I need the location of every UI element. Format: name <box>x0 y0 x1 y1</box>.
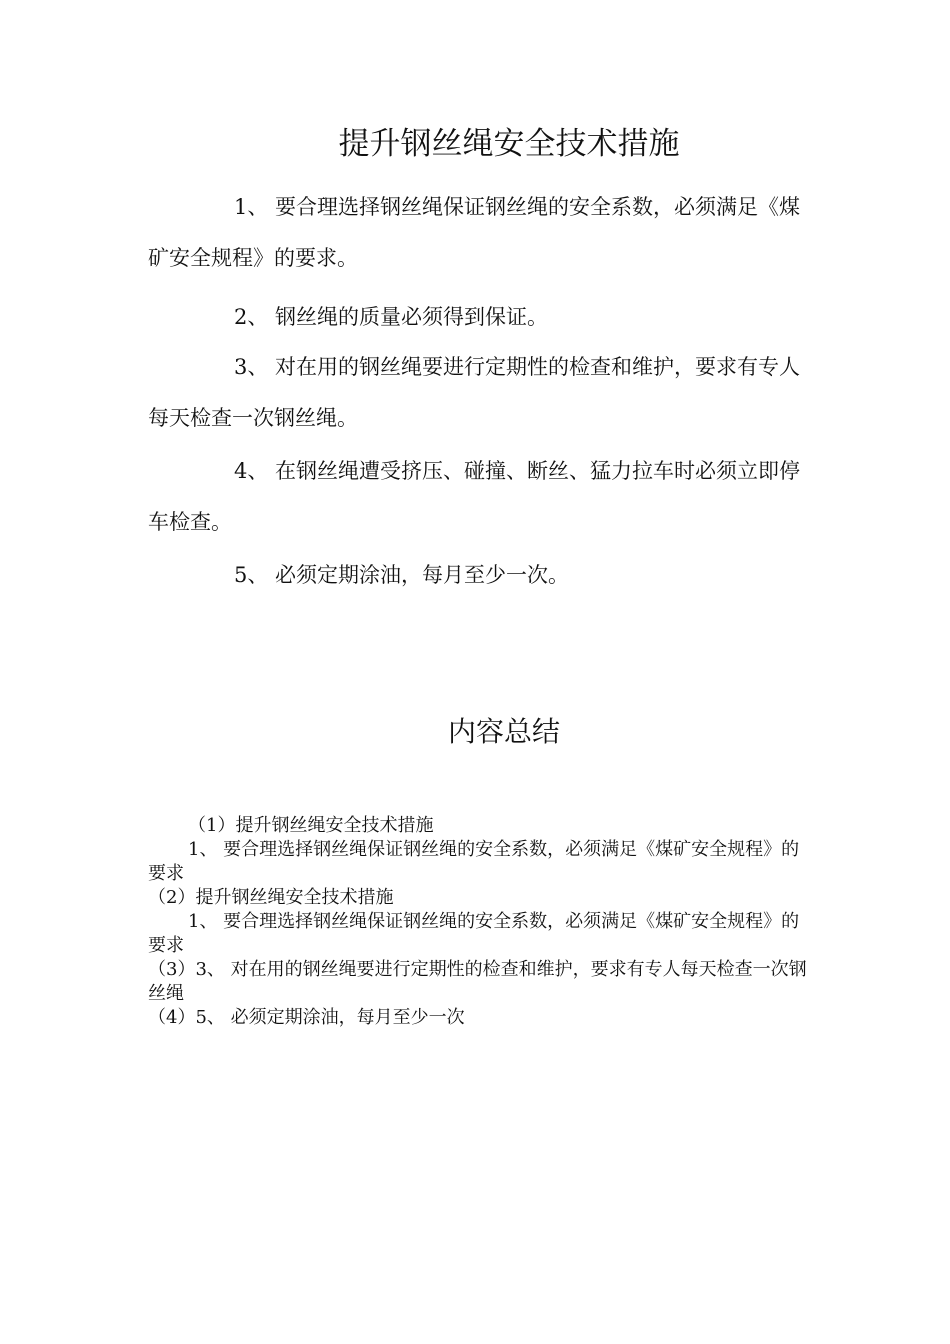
summary-line-4: 1、 要合理选择钢丝绳保证钢丝绳的安全系数，必须满足《煤矿安全规程》的要求 <box>148 911 800 956</box>
summary-line-1: （1）提升钢丝绳安全技术措施 <box>188 815 434 836</box>
measure-item-5: 5、 必须定期涂油，每月至少一次。 <box>234 563 570 587</box>
measures-list-5 <box>148 550 808 601</box>
summary-block <box>148 814 812 1030</box>
document-title: 提升钢丝绳安全技术措施 <box>338 126 680 162</box>
measure-item-3: 3、 对在用的钢丝绳要进行定期性的检查和维护，要求有专人每天检查一次钢丝绳。 <box>148 355 801 430</box>
summary-line-2: 1、 要合理选择钢丝绳保证钢丝绳的安全系数，必须满足《煤矿安全规程》的要求 <box>148 839 800 884</box>
measure-item-4: 4、 在钢丝绳遭受挤压、碰撞、断丝、猛力拉车时必须立即停车检查。 <box>148 459 801 534</box>
measures-list <box>148 182 808 284</box>
summary-line-3: （2）提升钢丝绳安全技术措施 <box>148 887 394 908</box>
measure-item-1: 1、 要合理选择钢丝绳保证钢丝绳的安全系数，必须满足《煤矿安全规程》的要求。 <box>148 195 801 270</box>
measures-list-2 <box>148 292 808 343</box>
measures-list-3 <box>148 342 808 444</box>
measures-list-4 <box>148 446 808 548</box>
measure-item-2: 2、 钢丝绳的质量必须得到保证。 <box>234 305 549 329</box>
summary-line-6: （4）5、 必须定期涂油，每月至少一次 <box>148 1007 465 1028</box>
summary-title: 内容总结 <box>447 715 560 748</box>
summary-line-5: （3）3、 对在用的钢丝绳要进行定期性的检查和维护，要求有专人每天检查一次钢丝绳 <box>148 959 807 1004</box>
